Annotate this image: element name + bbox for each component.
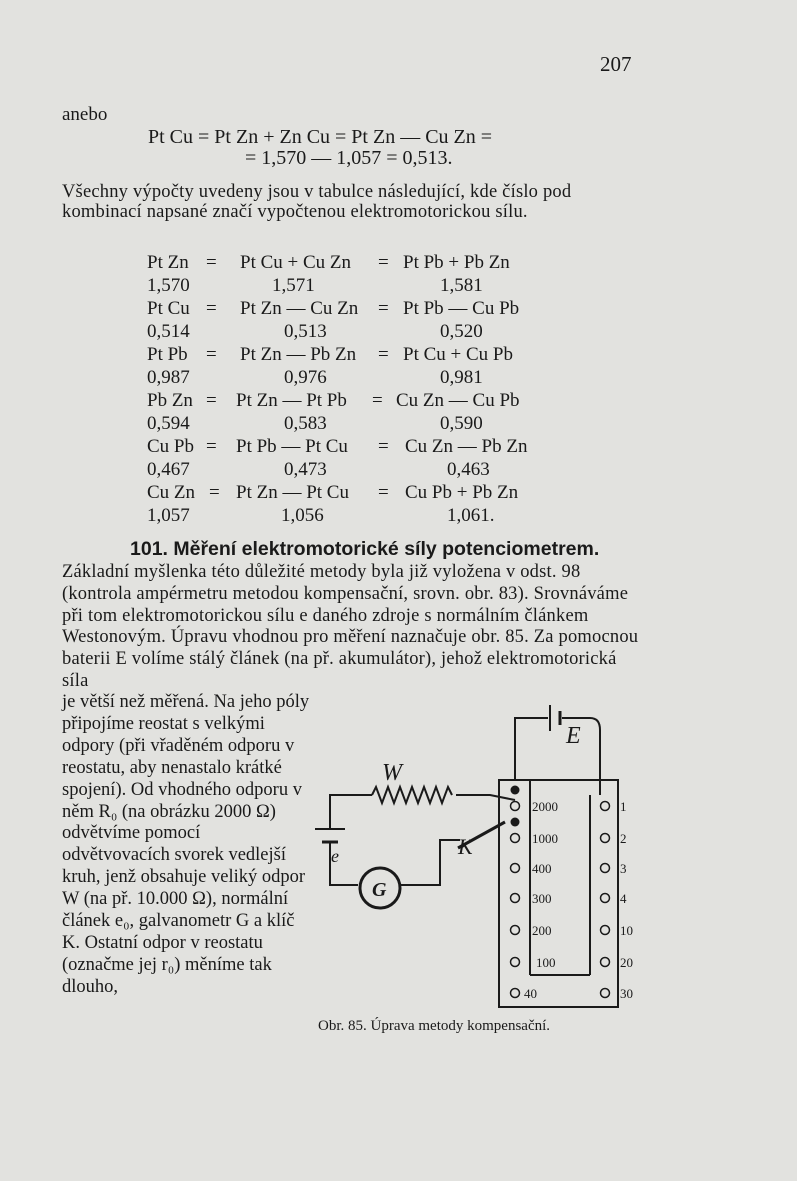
table-value: 0,583 bbox=[284, 413, 327, 434]
table-value: 0,987 bbox=[147, 367, 190, 388]
terminal-circle bbox=[511, 864, 520, 873]
table-value: 1,057 bbox=[147, 505, 190, 526]
terminal-circle bbox=[511, 834, 520, 843]
terminal-circle bbox=[511, 958, 520, 967]
resistance-value: 1000 bbox=[532, 831, 558, 846]
table-value: 1,570 bbox=[147, 275, 190, 296]
table-equals: = bbox=[206, 344, 217, 365]
table-value: 1,061. bbox=[447, 505, 495, 526]
table-equals: = bbox=[209, 482, 220, 503]
table-value: 1,056 bbox=[281, 505, 324, 526]
section-heading: 101. Měření elektromotorické síly potenciometrem. bbox=[130, 538, 600, 560]
terminal-filled bbox=[511, 818, 520, 827]
terminal-circle bbox=[601, 989, 610, 998]
table-row-left: Pb Zn bbox=[147, 390, 193, 411]
resistance-value: 100 bbox=[536, 955, 556, 970]
terminal-circle bbox=[511, 894, 520, 903]
galvanometer-wire bbox=[400, 840, 460, 885]
table-row-eq1: Pt Cu + Cu Zn bbox=[240, 252, 352, 273]
equation-line-1: Pt Cu = Pt Zn + Zn Cu = Pt Zn — Cu Zn = bbox=[148, 126, 493, 148]
label-e: e bbox=[331, 846, 339, 866]
table-value: 0,463 bbox=[447, 459, 490, 480]
wrapped-paragraph: je větší než měřená. Na jeho póly připojíme reostat s velkými odpory (při vřaděném odporu v reostatu, aby nenastalo krátké spojení). Od vhodného odporu v něm R₀ (na obrázku 2000 Ω) odvětvíme pomocí odvětvovacích svorek vedlejší kruh, jenž obsahuje veliký odpor W (na př. 10.000 Ω), normální článek e₀, galvanometr G a klíč K. Ostatní odpor v reostatu (označme jej r₀) měníme tak dlouho, bbox=[62, 692, 310, 997]
table-row-left: Pt Pb bbox=[147, 344, 188, 365]
table-row-eq1: Pt Zn — Pt Cu bbox=[236, 482, 349, 503]
table-value: 0,513 bbox=[284, 321, 327, 342]
terminal-circle bbox=[511, 926, 520, 935]
terminal-circle bbox=[601, 894, 610, 903]
page-number: 207 bbox=[600, 52, 632, 76]
table-value: 0,590 bbox=[440, 413, 483, 434]
table-equals: = bbox=[206, 298, 217, 319]
resistance-value: 20 bbox=[620, 955, 633, 970]
battery-wire-left bbox=[515, 718, 548, 780]
table-equals: = bbox=[378, 482, 389, 503]
terminal-circle bbox=[601, 864, 610, 873]
table-row-eq2: Pt Pb + Pb Zn bbox=[403, 252, 510, 273]
resistance-value: 300 bbox=[532, 891, 552, 906]
table-equals: = bbox=[206, 436, 217, 457]
table-value: 0,981 bbox=[440, 367, 483, 388]
branch-wire-to-terminal bbox=[456, 795, 515, 800]
figure-caption: Obr. 85. Úprava metody kompensační. bbox=[318, 1018, 551, 1034]
table-row-eq2: Cu Zn — Pb Zn bbox=[405, 436, 528, 457]
resistance-value: 4 bbox=[620, 891, 627, 906]
label-K: K bbox=[458, 834, 473, 859]
resistance-value: 200 bbox=[532, 923, 552, 938]
table-row-left: Pt Zn bbox=[147, 252, 189, 273]
table-equals: = bbox=[378, 436, 389, 457]
table-row-left: Cu Pb bbox=[147, 436, 194, 457]
resistance-value: 2000 bbox=[532, 799, 558, 814]
table-row-eq1: Pt Pb — Pt Cu bbox=[236, 436, 348, 457]
table-value: 0,976 bbox=[284, 367, 327, 388]
table-row-eq1: Pt Zn — Pt Pb bbox=[236, 390, 347, 411]
resistance-value: 10 bbox=[620, 923, 633, 938]
anebo-word: anebo bbox=[62, 104, 108, 125]
resistance-value: 400 bbox=[532, 861, 552, 876]
table-row-left: Pt Cu bbox=[147, 298, 190, 319]
table-row-left: Cu Zn bbox=[147, 482, 196, 503]
resistance-value: 2 bbox=[620, 831, 627, 846]
terminal-circle bbox=[601, 802, 610, 811]
table-row-eq1: Pt Zn — Cu Zn bbox=[240, 298, 359, 319]
table-equals: = bbox=[378, 298, 389, 319]
terminal-filled bbox=[511, 786, 520, 795]
terminal-circle bbox=[601, 926, 610, 935]
branch-wire-top bbox=[330, 795, 372, 800]
table-equals: = bbox=[378, 252, 389, 273]
table-value: 0,467 bbox=[147, 459, 190, 480]
table-row-eq2: Pt Pb — Cu Pb bbox=[403, 298, 520, 319]
resistance-value: 40 bbox=[524, 986, 537, 1001]
table-equals: = bbox=[206, 390, 217, 411]
table-value: 0,520 bbox=[440, 321, 483, 342]
terminal-circle bbox=[601, 958, 610, 967]
label-G: G bbox=[372, 879, 387, 901]
terminal-circle bbox=[511, 802, 520, 811]
resistance-value: 30 bbox=[620, 986, 633, 1001]
table-row-eq2: Cu Zn — Cu Pb bbox=[396, 390, 520, 411]
terminal-circle bbox=[601, 834, 610, 843]
body-paragraph: Základní myšlenka této důležité metody byla již vyložena v odst. 98 (kontrola ampérmetru metodou kompensační, srovn. obr. 83). Srovnáváme při tom elektromotorickou sílu e daného zdroje s normálním článkem Westonovým. Úpravu vhodnou pro měření naznačuje obr. 85. Za pomocnou baterii E volíme stálý článek (na př. akumulátor), jehož elektromotorická síla bbox=[62, 562, 639, 691]
table-value: 0,514 bbox=[147, 321, 190, 342]
table-equals: = bbox=[206, 252, 217, 273]
label-E: E bbox=[566, 723, 581, 749]
resistance-value: 3 bbox=[620, 861, 627, 876]
table-equals: = bbox=[378, 344, 389, 365]
table-value: 1,581 bbox=[440, 275, 483, 296]
table-row-eq1: Pt Zn — Pb Zn bbox=[240, 344, 357, 365]
intro-paragraph: Všechny výpočty uvedeny jsou v tabulce následující, kde číslo pod kombinací napsané značí vypočtenou elektromotorickou sílu. bbox=[62, 182, 572, 222]
table-value: 1,571 bbox=[272, 275, 315, 296]
resistance-value: 1 bbox=[620, 799, 627, 814]
table-value: 0,594 bbox=[147, 413, 190, 434]
table-row-eq2: Cu Pb + Pb Zn bbox=[405, 482, 519, 503]
equation-line-2: = 1,570 — 1,057 = 0,513. bbox=[245, 147, 453, 169]
table-value: 0,473 bbox=[284, 459, 327, 480]
resistor-W bbox=[372, 787, 452, 803]
table-equals: = bbox=[372, 390, 383, 411]
table-row-eq2: Pt Cu + Cu Pb bbox=[403, 344, 513, 365]
label-W: W bbox=[382, 760, 402, 786]
terminal-circle bbox=[511, 989, 520, 998]
